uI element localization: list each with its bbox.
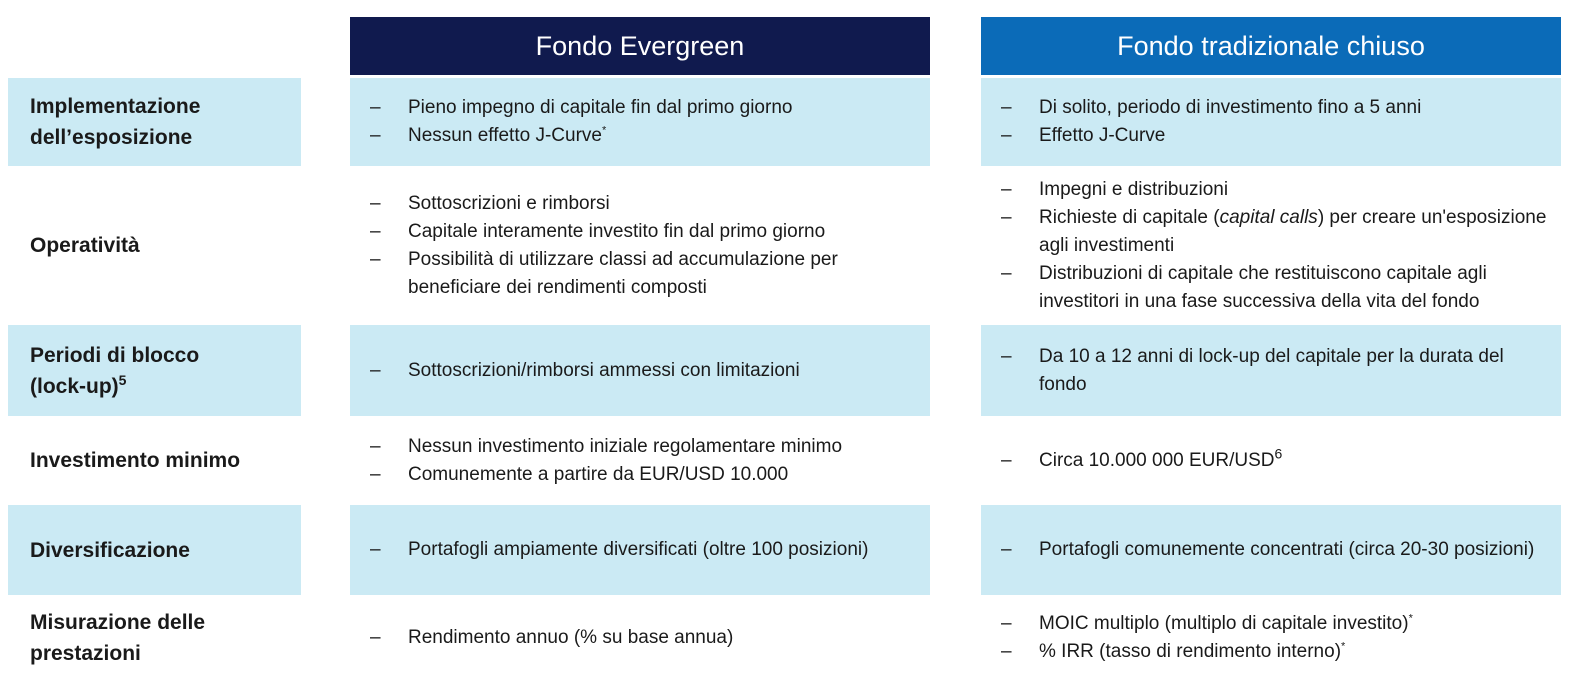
dash-bullet: – xyxy=(370,192,381,214)
dash-bullet: – xyxy=(1001,449,1012,471)
dash-bullet: – xyxy=(1001,206,1012,228)
dash-bullet: – xyxy=(1001,613,1012,634)
list-item: – Richieste di capitale (capital calls) per creare un'esposizione agli investimenti xyxy=(1001,204,1547,260)
dash-bullet: – xyxy=(1001,539,1012,560)
list-item: – Distribuzioni di capitale che restituiscono capitale agli investitori in una fase successiva della vita del fondo xyxy=(1001,260,1547,316)
row-label-implementazione xyxy=(8,78,301,166)
cell-evergreen-implementazione xyxy=(350,78,930,166)
bullet-list xyxy=(370,624,733,652)
label-line: dell’esposizione xyxy=(30,126,193,149)
dash-bullet: – xyxy=(370,539,381,560)
list-item: – MOIC multiplo (multiplo di capitale investito)* xyxy=(1001,610,1413,638)
footnote-marker: 5 xyxy=(118,371,127,388)
cell-closed-operativita xyxy=(981,166,1561,325)
dash-bullet: – xyxy=(1001,178,1012,200)
row-label-investimento xyxy=(8,416,301,505)
list-item: – Sottoscrizioni e rimborsi xyxy=(370,190,920,218)
label-line: Operatività xyxy=(30,234,140,257)
list-item: – Portafogli comunemente concentrati (circa 20-30 posizioni) xyxy=(1001,536,1534,564)
cell-closed-investimento xyxy=(981,416,1561,505)
bullet-list xyxy=(1001,536,1534,564)
dash-bullet: – xyxy=(370,248,381,270)
label-line: prestazioni xyxy=(30,642,141,665)
bullet-list xyxy=(370,433,842,489)
cell-evergreen-diversificazione xyxy=(350,505,930,595)
list-item: – Comunemente a partire da EUR/USD 10.000 xyxy=(370,461,842,489)
dash-bullet: – xyxy=(370,627,381,648)
bullet-list xyxy=(1001,447,1282,475)
dash-bullet: – xyxy=(1001,262,1012,284)
dash-bullet: – xyxy=(370,463,381,485)
list-item: – Circa 10.000 000 EUR/USD$^6$ xyxy=(1001,447,1282,475)
row-label-misurazione xyxy=(8,595,301,681)
bullet-list xyxy=(370,536,868,564)
list-item: – Pieno impegno di capitale fin dal primo giorno xyxy=(370,94,792,122)
bullet-list xyxy=(1001,176,1547,316)
footnote-marker: * xyxy=(1408,612,1413,625)
label-line: Misurazione delle xyxy=(30,611,206,634)
list-item: – Rendimento annuo (% su base annua) xyxy=(370,624,733,652)
cell-evergreen-investimento xyxy=(350,416,930,505)
footnote-marker: * xyxy=(1341,640,1346,653)
bullet-list xyxy=(370,357,800,385)
footnote-marker: 6 xyxy=(1274,445,1283,462)
label-line: Periodi di blocco xyxy=(30,343,200,367)
cell-closed-misurazione xyxy=(981,595,1561,681)
list-item: – Di solito, periodo di investimento fino a 5 anni xyxy=(1001,94,1421,122)
list-item: – Da 10 a 12 anni di lock-up del capitale per la durata del fondo xyxy=(1001,343,1547,399)
italic-term: capital calls xyxy=(1219,206,1318,228)
label-line: Investimento minimo xyxy=(30,449,241,472)
list-item: – Portafogli ampiamente diversificati (oltre 100 posizioni) xyxy=(370,536,868,564)
header-evergreen-title: Fondo Evergreen xyxy=(535,30,745,61)
row-label-diversificazione xyxy=(8,505,301,595)
bullet-list xyxy=(370,94,792,150)
bullet-list xyxy=(1001,343,1547,399)
row-label-lockup xyxy=(8,325,301,416)
list-item: – Sottoscrizioni/rimborsi ammessi con limitazioni xyxy=(370,357,800,385)
row-label-operativita xyxy=(8,166,301,325)
cell-evergreen-operativita xyxy=(350,166,930,325)
label-line: Diversificazione xyxy=(30,538,190,562)
dash-bullet: – xyxy=(370,220,381,242)
label-line: (lock-up) xyxy=(30,374,119,398)
dash-bullet: – xyxy=(1001,97,1012,118)
header-closed-fund-title: Fondo tradizionale chiuso xyxy=(1117,30,1425,61)
cell-evergreen-lockup xyxy=(350,325,930,416)
header-closed-fund xyxy=(981,17,1561,75)
footnote-marker: * xyxy=(601,124,607,137)
list-item: – % IRR (tasso di rendimento interno)* xyxy=(1001,638,1413,666)
dash-bullet: – xyxy=(1001,641,1012,662)
list-item: – Nessun effetto J-Curve* xyxy=(370,122,792,150)
list-item: – Nessun investimento iniziale regolamentare minimo xyxy=(370,433,842,461)
label-line: Implementazione xyxy=(30,95,201,118)
dash-bullet: – xyxy=(370,435,381,457)
dash-bullet: – xyxy=(370,125,381,146)
cell-closed-diversificazione xyxy=(981,505,1561,595)
list-item: – Impegni e distribuzioni xyxy=(1001,176,1547,204)
dash-bullet: – xyxy=(1001,345,1012,367)
cell-closed-implementazione xyxy=(981,78,1561,166)
cell-closed-lockup xyxy=(981,325,1561,416)
bullet-list xyxy=(1001,610,1413,666)
list-item: – Capitale interamente investito fin dal primo giorno xyxy=(370,218,920,246)
dash-bullet: – xyxy=(1001,125,1012,146)
cell-evergreen-misurazione xyxy=(350,595,930,681)
list-item: – Possibilità di utilizzare classi ad accumulazione per beneficiare dei rendimenti composti xyxy=(370,246,920,302)
header-evergreen xyxy=(350,17,930,75)
dash-bullet: – xyxy=(370,97,381,118)
list-item: – Effetto J-Curve xyxy=(1001,122,1421,150)
bullet-list xyxy=(370,190,920,302)
bullet-list xyxy=(1001,94,1421,150)
dash-bullet: – xyxy=(370,359,381,381)
